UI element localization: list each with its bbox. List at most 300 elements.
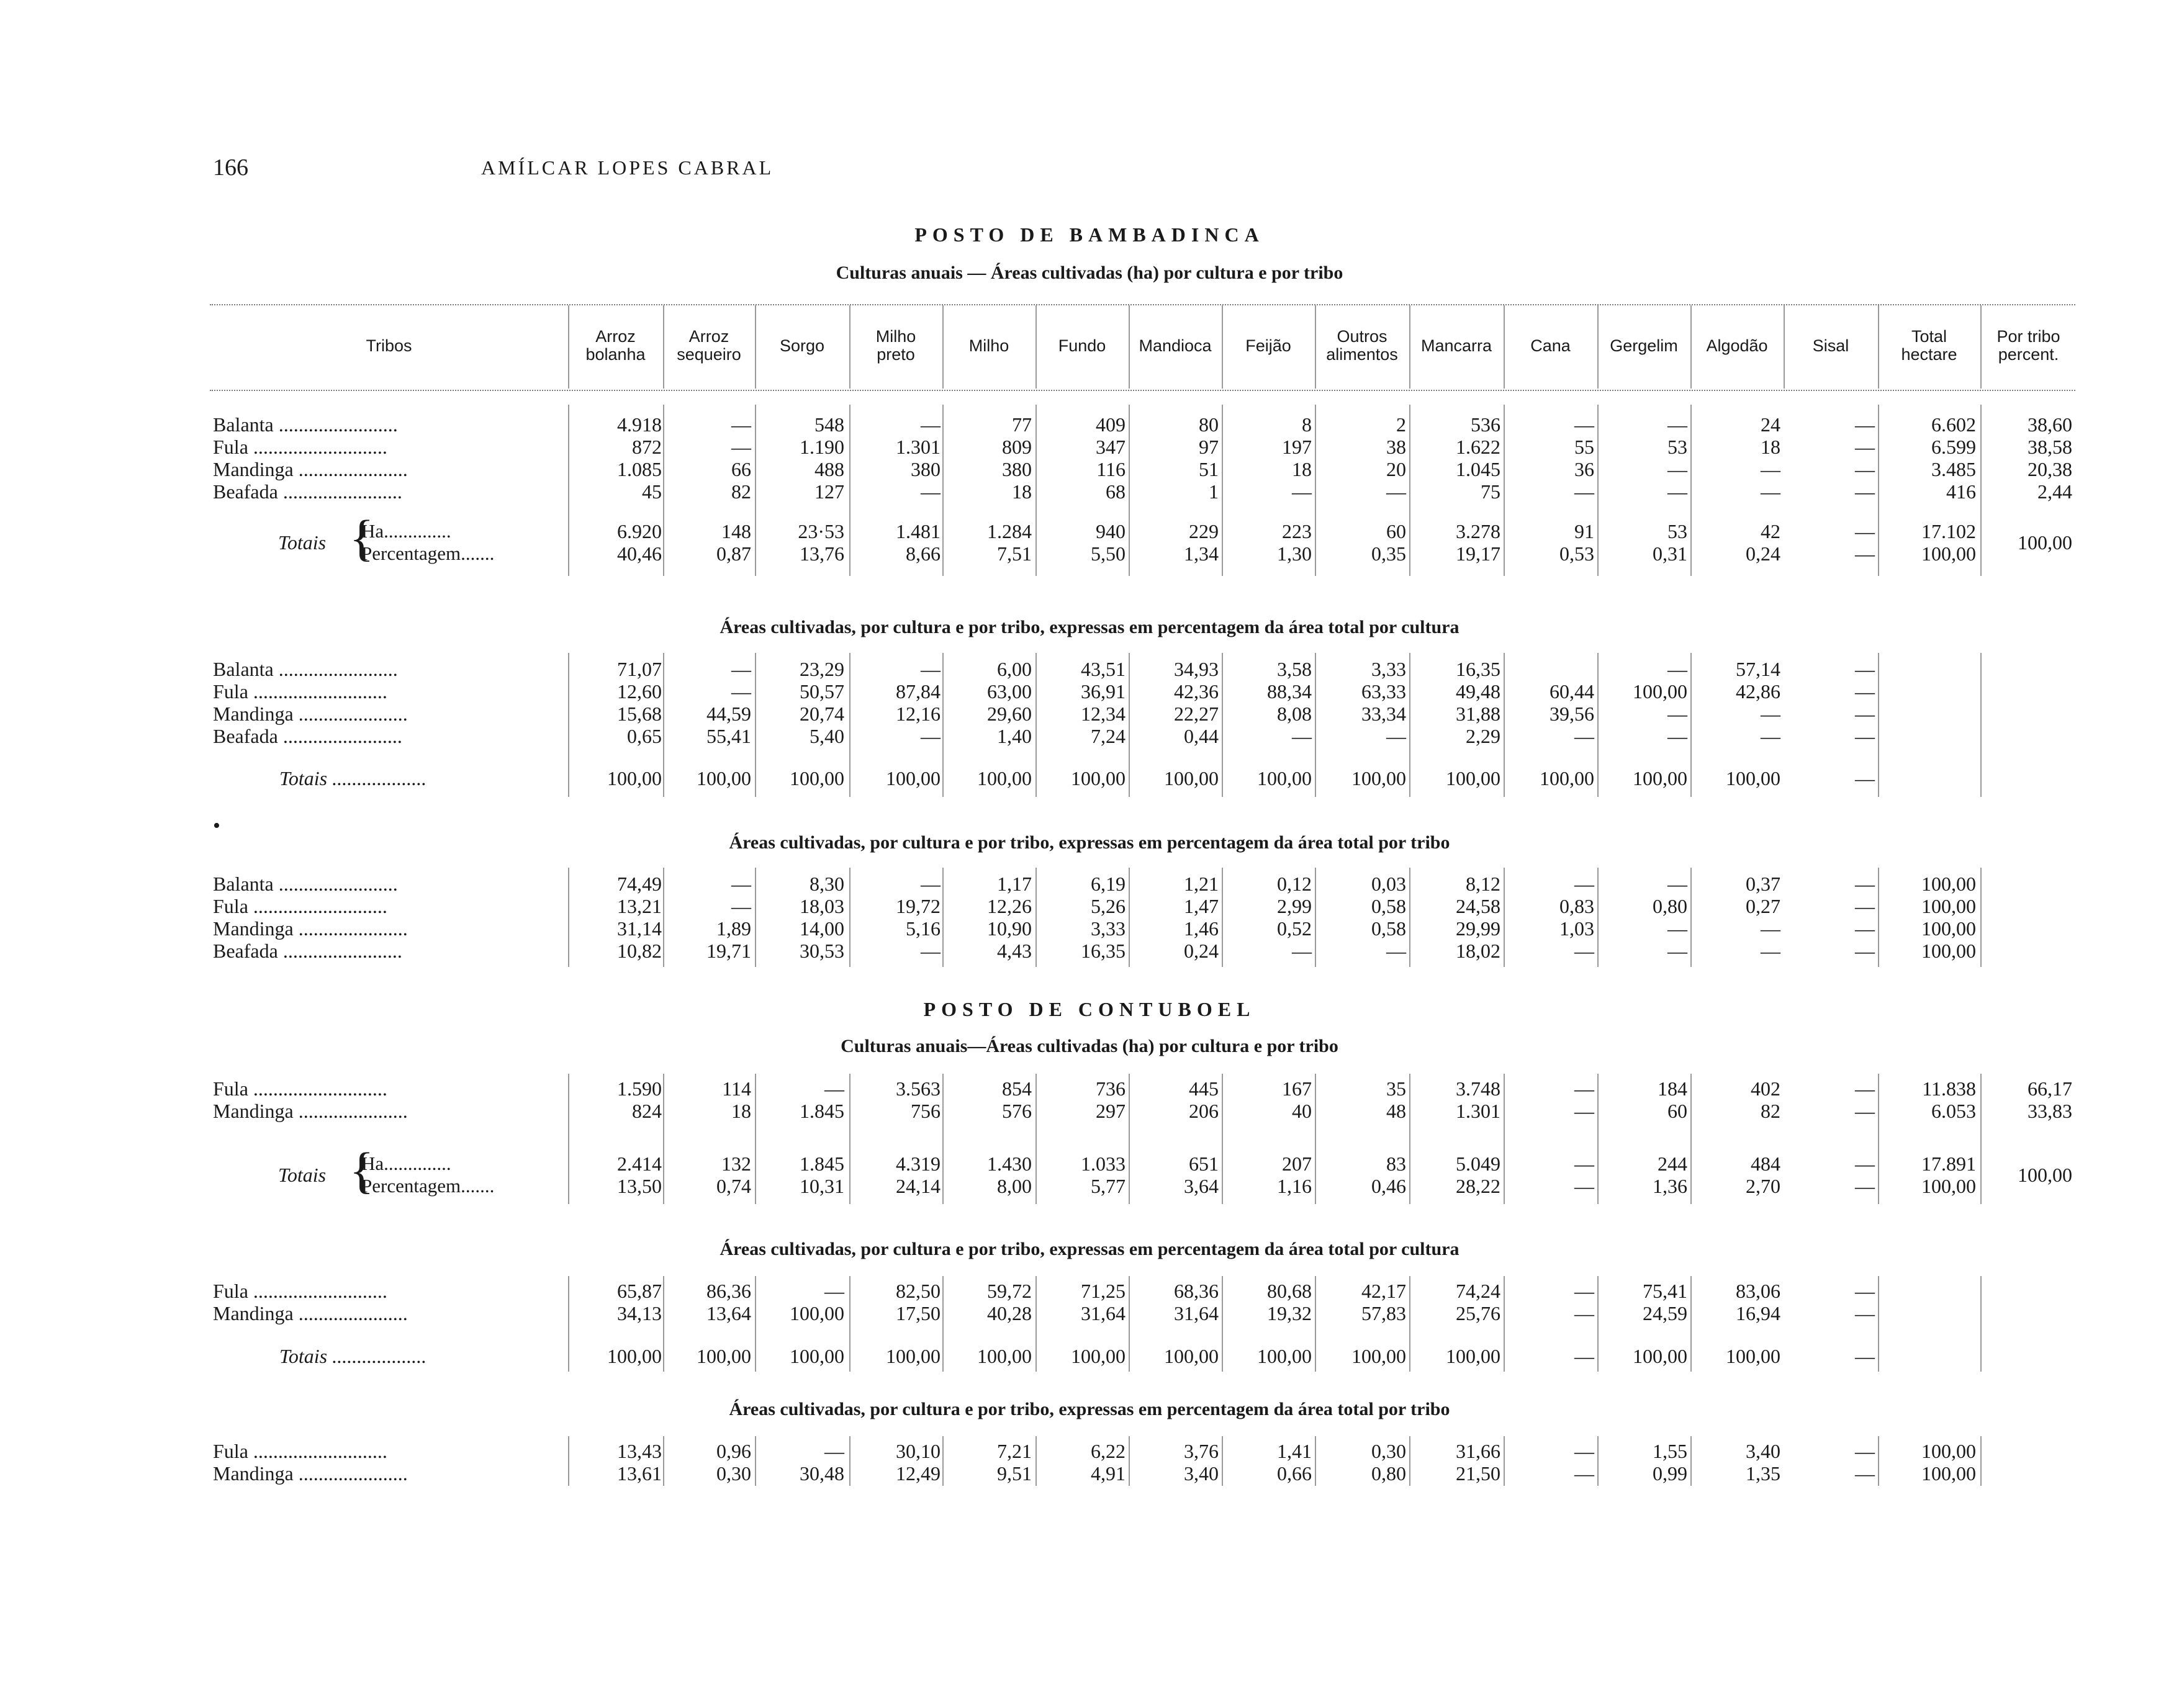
contuboel-row-cell: 3.563 xyxy=(896,1077,941,1100)
bambadinca-tribe-row-cell: 18,03 xyxy=(800,895,844,917)
bambadinca-row-cell: — xyxy=(1667,458,1687,480)
bambadinca-totals-ha-label: Ha.............. xyxy=(361,520,451,542)
bambadinca-row-cell: 45 xyxy=(642,480,662,503)
column-rule xyxy=(1129,1074,1130,1204)
contuboel-tribe-row-cell: 100,00 xyxy=(1921,1440,1976,1462)
bambadinca-row-cell: — xyxy=(731,436,751,458)
bambadinca-tribe-row-cell: 5,16 xyxy=(906,917,941,940)
column-header: Tribos xyxy=(366,336,412,355)
column-header: Gergelim xyxy=(1610,336,1678,355)
bambadinca-row-cell: 809 xyxy=(1002,436,1032,458)
column-rule xyxy=(1980,653,1982,797)
contuboel-crop-total-cell: 100,00 xyxy=(1257,1345,1312,1367)
column-rule xyxy=(1504,305,1505,389)
bambadinca-tribe-row-tribe-label: Fula ........................... xyxy=(213,895,387,917)
bambadinca-row-cell: — xyxy=(1292,480,1312,503)
column-rule xyxy=(1980,305,1982,389)
column-rule xyxy=(1035,1074,1037,1204)
bambadinca-crop-row-cell: — xyxy=(1386,725,1406,747)
bambadinca-crop-row-cell: 20,74 xyxy=(800,703,844,725)
column-rule xyxy=(568,305,569,389)
contuboel-totals-ha-cell: 207 xyxy=(1282,1153,1312,1175)
bambadinca-tribe-row-cell: 10,82 xyxy=(617,940,662,962)
bambadinca-row-cell: 488 xyxy=(814,458,844,480)
column-rule xyxy=(1409,1276,1410,1372)
bambadinca-row-cell: 380 xyxy=(1002,458,1032,480)
contuboel-tribe-row-cell: 21,50 xyxy=(1456,1462,1500,1485)
bambadinca-tribe-row-cell: — xyxy=(1574,940,1594,962)
bambadinca-subtitle: Culturas anuais — Áreas cultivadas (ha) por cultura e por tribo xyxy=(836,263,1343,283)
bambadinca-crop-row-cell: — xyxy=(1761,725,1780,747)
bambadinca-crop-total-cell: 100,00 xyxy=(1446,767,1500,789)
bambadinca-totals-pct-cell: 40,46 xyxy=(617,542,662,565)
bambadinca-tribe-row-cell: 1,46 xyxy=(1184,917,1219,940)
column-rule xyxy=(1222,1276,1223,1372)
column-rule xyxy=(1980,1436,1982,1486)
column-rule xyxy=(1597,405,1599,576)
contuboel-totals-pct-cell: — xyxy=(1574,1175,1594,1197)
bambadinca-crop-row-cell: 71,07 xyxy=(617,658,662,680)
bambadinca-tribe-row-cell: 1,17 xyxy=(997,873,1032,895)
bambadinca-crop-row-cell: — xyxy=(1574,725,1594,747)
bambadinca-by-tribe-caption: Áreas cultivadas, por cultura e por tribo, expressas em percentagem da área total por tribo xyxy=(729,832,1450,853)
bambadinca-row-cell: — xyxy=(1667,413,1687,436)
bambadinca-totals-pct-cell: 0,53 xyxy=(1559,542,1594,565)
contuboel-crop-total-cell: 100,00 xyxy=(886,1345,941,1367)
contuboel-row-tribe-label: Mandinga ...................... xyxy=(213,1100,408,1122)
contuboel-crop-total-cell: 100,00 xyxy=(1726,1345,1780,1367)
column-rule xyxy=(1980,868,1982,967)
bambadinca-crop-total-cell: 100,00 xyxy=(1633,767,1687,789)
bambadinca-totals-ha-cell: 42 xyxy=(1761,520,1780,542)
contuboel-totals-pct-cell: 13,50 xyxy=(617,1175,662,1197)
contuboel-tribe-row-cell: 0,80 xyxy=(1371,1462,1406,1485)
column-rule xyxy=(1409,305,1410,389)
contuboel-tribe-row-cell: — xyxy=(1574,1462,1594,1485)
contuboel-crop-row-cell: 19,32 xyxy=(1267,1302,1312,1324)
column-rule xyxy=(568,868,569,967)
bambadinca-crop-row-cell: 42,86 xyxy=(1736,680,1780,703)
contuboel-tribe-row-cell: — xyxy=(1574,1440,1594,1462)
contuboel-row-cell: 66,17 xyxy=(2028,1077,2072,1100)
contuboel-crop-total-cell: 100,00 xyxy=(1351,1345,1406,1367)
contuboel-crop-row-cell: — xyxy=(1574,1280,1594,1302)
column-header: Mandioca xyxy=(1139,336,1212,355)
bambadinca-totals-ha-cell: 60 xyxy=(1386,520,1406,542)
bambadinca-crop-row-cell: 100,00 xyxy=(1633,680,1687,703)
column-rule xyxy=(942,405,944,576)
bambadinca-tribe-row-cell: 1,03 xyxy=(1559,917,1594,940)
bambadinca-row-cell: 97 xyxy=(1199,436,1219,458)
contuboel-crop-row-cell: 42,17 xyxy=(1361,1280,1406,1302)
column-header: Milho preto xyxy=(875,327,916,364)
contuboel-totals-pct-cell: 24,14 xyxy=(896,1175,941,1197)
contuboel-tribe-row-cell: 30,10 xyxy=(896,1440,941,1462)
bambadinca-tribe-row-cell: 30,53 xyxy=(800,940,844,962)
bambadinca-totals-ha-cell: 1.284 xyxy=(987,520,1032,542)
bambadinca-row-cell: 3.485 xyxy=(1931,458,1976,480)
contuboel-row-cell: 3.748 xyxy=(1456,1077,1500,1100)
column-rule xyxy=(1504,868,1505,967)
bambadinca-row-cell: 2 xyxy=(1396,413,1406,436)
contuboel-tribe-row-cell: 100,00 xyxy=(1921,1462,1976,1485)
bambadinca-crop-row-cell: — xyxy=(1855,680,1875,703)
contuboel-crop-row-cell: 16,94 xyxy=(1736,1302,1780,1324)
bambadinca-crop-row-tribe-label: Fula ........................... xyxy=(213,680,387,703)
contuboel-crop-row-cell: 13,64 xyxy=(706,1302,751,1324)
bambadinca-crop-row-cell: 3,33 xyxy=(1371,658,1406,680)
contuboel-row-cell: 1.301 xyxy=(1456,1100,1500,1122)
contuboel-totals-pct-cell: 1,36 xyxy=(1653,1175,1687,1197)
bambadinca-tribe-row-cell: 0,58 xyxy=(1371,895,1406,917)
bambadinca-tribe-row-cell: 8,12 xyxy=(1466,873,1500,895)
contuboel-by-crop-caption: Áreas cultivadas, por cultura e por tribo, expressas em percentagem da área total por cultura xyxy=(720,1239,1459,1259)
bambadinca-totals-ha-cell: 91 xyxy=(1574,520,1594,542)
bambadinca-crop-total-cell: 100,00 xyxy=(607,767,662,789)
bambadinca-row-cell: 1.301 xyxy=(896,436,941,458)
contuboel-crop-row-cell: 31,64 xyxy=(1174,1302,1219,1324)
bambadinca-totals-ha-cell: 223 xyxy=(1282,520,1312,542)
column-rule xyxy=(1129,653,1130,797)
contuboel-tribe-row-cell: 0,96 xyxy=(716,1440,751,1462)
contuboel-row-cell: 1.845 xyxy=(800,1100,844,1122)
contuboel-crop-total-cell: 100,00 xyxy=(1071,1345,1126,1367)
bambadinca-crop-row-tribe-label: Balanta ........................ xyxy=(213,658,398,680)
bambadinca-tribe-row-cell: 0,80 xyxy=(1653,895,1687,917)
contuboel-row-cell: 6.053 xyxy=(1931,1100,1976,1122)
bambadinca-totals-brace: { xyxy=(350,510,374,566)
column-rule xyxy=(1222,1436,1223,1486)
bambadinca-tribe-row-cell: — xyxy=(921,940,941,962)
bambadinca-crop-row-cell: 16,35 xyxy=(1456,658,1500,680)
column-rule xyxy=(1504,653,1505,797)
column-header: Arroz bolanha xyxy=(585,327,646,364)
column-header: Total hectare xyxy=(1901,327,1957,364)
bambadinca-crop-row-cell: 7,24 xyxy=(1091,725,1126,747)
bambadinca-row-cell: 548 xyxy=(814,413,844,436)
bambadinca-totals-pct-label: Percentagem....... xyxy=(361,542,495,564)
bambadinca-totals-pct-cell: 100,00 xyxy=(1921,542,1976,565)
column-rule xyxy=(1315,1276,1316,1372)
contuboel-crop-row-tribe-label: Fula ........................... xyxy=(213,1280,387,1302)
bambadinca-row-cell: 51 xyxy=(1199,458,1219,480)
bambadinca-row-cell: 1.045 xyxy=(1456,458,1500,480)
bambadinca-row-cell: 380 xyxy=(911,458,941,480)
contuboel-totals-ha-cell: — xyxy=(1574,1153,1594,1175)
contuboel-totals-pct-cell: 3,64 xyxy=(1184,1175,1219,1197)
bambadinca-crop-row-tribe-label: Mandinga ...................... xyxy=(213,703,408,725)
running-head: AMÍLCAR LOPES CABRAL xyxy=(481,156,774,179)
bambadinca-row-tribe-label: Balanta ........................ xyxy=(213,413,398,436)
contuboel-totals-ha-cell: 2.414 xyxy=(617,1153,662,1175)
contuboel-crop-row-cell: 83,06 xyxy=(1736,1280,1780,1302)
column-rule xyxy=(1409,1436,1410,1486)
bambadinca-crop-row-cell: 39,56 xyxy=(1550,703,1594,725)
column-rule xyxy=(1980,1276,1982,1372)
column-rule xyxy=(942,1276,944,1372)
bambadinca-crop-total-cell: — xyxy=(1855,767,1875,789)
bambadinca-tribe-row-cell: 0,58 xyxy=(1371,917,1406,940)
bambadinca-crop-total-cell: 100,00 xyxy=(1164,767,1219,789)
column-rule xyxy=(1035,653,1037,797)
column-rule xyxy=(1878,1276,1879,1372)
contuboel-crop-row-cell: — xyxy=(824,1280,844,1302)
bambadinca-row-cell: 18 xyxy=(1761,436,1780,458)
contuboel-row-cell: 576 xyxy=(1002,1100,1032,1122)
bambadinca-tribe-row-cell: 3,33 xyxy=(1091,917,1126,940)
bambadinca-totals-pct-cell: 0,35 xyxy=(1371,542,1406,565)
bambadinca-tribe-row-cell: 14,00 xyxy=(800,917,844,940)
column-rule xyxy=(1129,1436,1130,1486)
contuboel-row-cell: — xyxy=(1574,1077,1594,1100)
contuboel-crop-row-cell: 75,41 xyxy=(1643,1280,1687,1302)
column-rule xyxy=(1690,653,1692,797)
bambadinca-crop-row-cell: — xyxy=(1855,658,1875,680)
bambadinca-tribe-row-cell: 5,26 xyxy=(1091,895,1126,917)
bambadinca-row-cell: 1.190 xyxy=(800,436,844,458)
column-header: Cana xyxy=(1530,336,1571,355)
contuboel-row-cell: 167 xyxy=(1282,1077,1312,1100)
bambadinca-crop-row-cell: 1,40 xyxy=(997,725,1032,747)
bambadinca-totals-ha-cell: 23·53 xyxy=(798,520,844,542)
column-rule xyxy=(1878,1074,1879,1204)
bambadinca-crop-row-cell: 44,59 xyxy=(706,703,751,725)
bambadinca-totals-pct-cell: 5,50 xyxy=(1091,542,1126,565)
contuboel-row-cell: 854 xyxy=(1002,1077,1032,1100)
column-rule xyxy=(942,305,944,389)
bambadinca-row-cell: 38 xyxy=(1386,436,1406,458)
bambadinca-crop-row-cell: 57,14 xyxy=(1736,658,1780,680)
contuboel-crop-row-cell: 17,50 xyxy=(896,1302,941,1324)
bambadinca-row-cell: — xyxy=(731,413,751,436)
bambadinca-tribe-row-cell: — xyxy=(1855,917,1875,940)
bambadinca-crop-row-cell: — xyxy=(731,658,751,680)
bambadinca-tribe-row-cell: — xyxy=(731,873,751,895)
bambadinca-row-cell: 24 xyxy=(1761,413,1780,436)
contuboel-crop-row-cell: 31,64 xyxy=(1081,1302,1126,1324)
bambadinca-crop-total-cell: 100,00 xyxy=(1540,767,1594,789)
bambadinca-totals-pct-cell: 0,31 xyxy=(1653,542,1687,565)
contuboel-crop-total-cell: 100,00 xyxy=(697,1345,751,1367)
bambadinca-crop-row-cell: 5,40 xyxy=(810,725,844,747)
column-rule xyxy=(568,405,569,576)
contuboel-row-cell: 297 xyxy=(1096,1100,1126,1122)
bambadinca-tribe-row-cell: — xyxy=(1667,917,1687,940)
contuboel-tribe-row-cell: 3,40 xyxy=(1746,1440,1780,1462)
contuboel-tribe-row-cell: 6,22 xyxy=(1091,1440,1126,1462)
bambadinca-crop-row-cell: — xyxy=(1667,725,1687,747)
bambadinca-totals-pct-cell: 1,34 xyxy=(1184,542,1219,565)
bambadinca-crop-total-cell: 100,00 xyxy=(790,767,844,789)
column-rule xyxy=(1129,868,1130,967)
contuboel-tribe-row-cell: 7,21 xyxy=(997,1440,1032,1462)
column-rule xyxy=(1980,405,1982,576)
contuboel-totals-ha-cell: 244 xyxy=(1658,1153,1687,1175)
contuboel-crop-row-cell: 57,83 xyxy=(1361,1302,1406,1324)
column-rule xyxy=(1690,1074,1692,1204)
contuboel-crop-row-cell: 40,28 xyxy=(987,1302,1032,1324)
bambadinca-row-cell: 2,44 xyxy=(2037,480,2072,503)
column-rule xyxy=(663,405,664,576)
bambadinca-tribe-row-cell: 0,52 xyxy=(1277,917,1312,940)
column-rule xyxy=(1315,405,1316,576)
bambadinca-crop-row-cell: 43,51 xyxy=(1081,658,1126,680)
bambadinca-tribe-row-cell: 31,14 xyxy=(617,917,662,940)
bambadinca-crop-row-cell: 63,33 xyxy=(1361,680,1406,703)
bambadinca-tribe-row-cell: — xyxy=(1386,940,1406,962)
contuboel-row-cell: 82 xyxy=(1761,1100,1780,1122)
bambadinca-crop-row-cell: 15,68 xyxy=(617,703,662,725)
bambadinca-row-cell: — xyxy=(1855,413,1875,436)
column-rule xyxy=(849,305,850,389)
contuboel-crop-total-cell: — xyxy=(1855,1345,1875,1367)
bambadinca-tribe-row-tribe-label: Balanta ........................ xyxy=(213,873,398,895)
bambadinca-row-tribe-label: Beafada ........................ xyxy=(213,480,402,503)
bambadinca-tribe-row-cell: 2,99 xyxy=(1277,895,1312,917)
bambadinca-row-tribe-label: Mandinga ...................... xyxy=(213,458,408,480)
column-rule xyxy=(755,868,756,967)
bambadinca-totals-ha-cell: 53 xyxy=(1667,520,1687,542)
bambadinca-totals-ha-cell: 3.278 xyxy=(1456,520,1500,542)
bambadinca-crop-row-cell: 36,91 xyxy=(1081,680,1126,703)
row-rule xyxy=(210,390,2075,391)
contuboel-row-cell: 402 xyxy=(1751,1077,1780,1100)
column-rule xyxy=(1597,305,1599,389)
column-rule xyxy=(1597,653,1599,797)
contuboel-row-cell: — xyxy=(1855,1077,1875,1100)
contuboel-crop-total-cell: 100,00 xyxy=(1164,1345,1219,1367)
bambadinca-row-cell: — xyxy=(1761,458,1780,480)
bambadinca-crop-row-cell: 23,29 xyxy=(800,658,844,680)
bambadinca-row-cell: — xyxy=(1574,413,1594,436)
contuboel-totals-ha-cell: 1.033 xyxy=(1081,1153,1126,1175)
column-rule xyxy=(1129,1276,1130,1372)
bambadinca-tribe-row-cell: 29,99 xyxy=(1456,917,1500,940)
stray-mark: • xyxy=(213,814,220,837)
contuboel-totals-pct-cell: — xyxy=(1855,1175,1875,1197)
bambadinca-crop-total-cell: 100,00 xyxy=(886,767,941,789)
bambadinca-tribe-row-cell: 1,89 xyxy=(716,917,751,940)
bambadinca-tribe-row-cell: 0,37 xyxy=(1746,873,1780,895)
column-rule xyxy=(663,1436,664,1486)
contuboel-crop-row-cell: 24,59 xyxy=(1643,1302,1687,1324)
column-rule xyxy=(1409,1074,1410,1204)
bambadinca-tribe-row-cell: 100,00 xyxy=(1921,917,1976,940)
bambadinca-title: POSTO DE BAMBADINCA xyxy=(914,223,1265,246)
column-rule xyxy=(1222,1074,1223,1204)
contuboel-crop-row-cell: — xyxy=(1855,1280,1875,1302)
contuboel-totals-ha-cell: 1.845 xyxy=(800,1153,844,1175)
column-rule xyxy=(755,1074,756,1204)
contuboel-tribe-row-cell: 30,48 xyxy=(800,1462,844,1485)
bambadinca-totals-pct-cell: 1,30 xyxy=(1277,542,1312,565)
bambadinca-totals-ha-cell: 940 xyxy=(1096,520,1126,542)
bambadinca-row-cell: 18 xyxy=(1292,458,1312,480)
contuboel-crop-row-cell: 71,25 xyxy=(1081,1280,1126,1302)
bambadinca-row-cell: 68 xyxy=(1106,480,1126,503)
column-rule xyxy=(663,1276,664,1372)
bambadinca-crop-row-cell: 29,60 xyxy=(987,703,1032,725)
bambadinca-tribe-row-cell: 0,27 xyxy=(1746,895,1780,917)
bambadinca-crop-row-cell: 0,44 xyxy=(1184,725,1219,747)
bambadinca-crop-row-cell: — xyxy=(1855,725,1875,747)
bambadinca-totals-pct-cell: 13,76 xyxy=(800,542,844,565)
bambadinca-tribe-row-cell: — xyxy=(1761,917,1780,940)
contuboel-crop-totals-label: Totais ................... xyxy=(279,1345,427,1367)
contuboel-crop-row-cell: — xyxy=(1574,1302,1594,1324)
contuboel-crop-row-tribe-label: Mandinga ...................... xyxy=(213,1302,408,1324)
bambadinca-crop-row-cell: — xyxy=(1667,703,1687,725)
column-rule xyxy=(1784,305,1785,389)
column-rule xyxy=(1690,1276,1692,1372)
bambadinca-tribe-row-cell: 1,47 xyxy=(1184,895,1219,917)
bambadinca-row-cell: 409 xyxy=(1096,413,1126,436)
column-rule xyxy=(1690,305,1692,389)
bambadinca-totals-tribo-total: 100,00 xyxy=(2018,531,2072,554)
bambadinca-tribe-row-cell: 19,72 xyxy=(896,895,941,917)
contuboel-tribe-row-tribe-label: Mandinga ...................... xyxy=(213,1462,408,1485)
contuboel-totals-ha-cell: 4.319 xyxy=(896,1153,941,1175)
bambadinca-crop-row-cell: 87,84 xyxy=(896,680,941,703)
bambadinca-row-cell: — xyxy=(1386,480,1406,503)
column-rule xyxy=(1315,1436,1316,1486)
column-rule xyxy=(1035,305,1037,389)
contuboel-tribe-row-cell: 13,61 xyxy=(617,1462,662,1485)
bambadinca-totals-pct-cell: — xyxy=(1855,542,1875,565)
column-rule xyxy=(942,1074,944,1204)
column-rule xyxy=(1980,1074,1982,1204)
contuboel-totals-pct-cell: 8,00 xyxy=(997,1175,1032,1197)
bambadinca-row-cell: 77 xyxy=(1012,413,1032,436)
bambadinca-tribe-row-cell: — xyxy=(921,873,941,895)
contuboel-crop-total-cell: 100,00 xyxy=(790,1345,844,1367)
column-rule xyxy=(755,653,756,797)
column-rule xyxy=(755,305,756,389)
bambadinca-crop-row-cell: — xyxy=(921,725,941,747)
bambadinca-row-cell: 8 xyxy=(1302,413,1312,436)
bambadinca-crop-total-cell: 100,00 xyxy=(977,767,1032,789)
column-rule xyxy=(1504,1074,1505,1204)
column-rule xyxy=(1878,653,1879,797)
column-rule xyxy=(1222,405,1223,576)
contuboel-totals-brace: { xyxy=(350,1142,374,1198)
column-rule xyxy=(1504,405,1505,576)
column-rule xyxy=(1409,868,1410,967)
bambadinca-totals-ha-cell: 1.481 xyxy=(896,520,941,542)
column-rule xyxy=(1409,405,1410,576)
column-header: Mancarra xyxy=(1420,336,1492,355)
contuboel-tribe-row-cell: 3,76 xyxy=(1184,1440,1219,1462)
contuboel-tribe-row-cell: — xyxy=(1855,1462,1875,1485)
contuboel-totals-totais-label: Totais xyxy=(278,1164,327,1186)
column-header: Milho xyxy=(968,336,1009,355)
contuboel-row-cell: 40 xyxy=(1292,1100,1312,1122)
contuboel-row-cell: 756 xyxy=(911,1100,941,1122)
bambadinca-row-cell: 75 xyxy=(1481,480,1500,503)
bambadinca-row-cell: 127 xyxy=(814,480,844,503)
bambadinca-row-cell: 872 xyxy=(632,436,662,458)
page-number: 166 xyxy=(213,155,248,181)
bambadinca-tribe-row-cell: 0,83 xyxy=(1559,895,1594,917)
column-header: Sisal xyxy=(1812,336,1849,355)
column-rule xyxy=(1035,1276,1037,1372)
bambadinca-row-cell: 18 xyxy=(1012,480,1032,503)
contuboel-row-cell: 114 xyxy=(722,1077,751,1100)
contuboel-tribe-row-cell: 1,41 xyxy=(1277,1440,1312,1462)
contuboel-totals-pct-cell: 1,16 xyxy=(1277,1175,1312,1197)
contuboel-row-cell: 445 xyxy=(1189,1077,1219,1100)
column-rule xyxy=(942,868,944,967)
